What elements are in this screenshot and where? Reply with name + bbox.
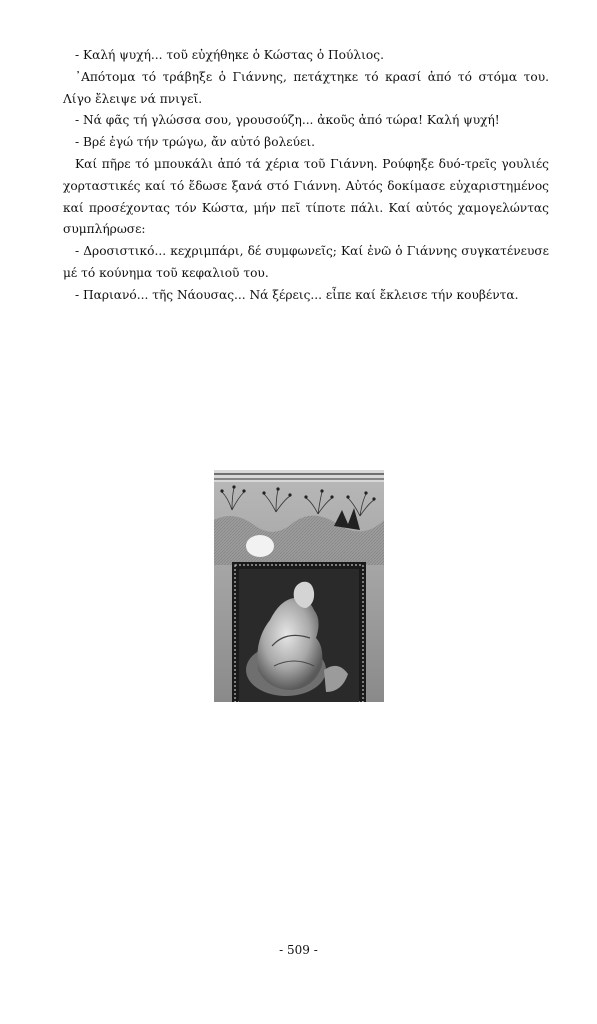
- paragraph: - Νά φᾶς τή γλώσσα σου, γρουσούζη... ἀκοῦς ἀπό τώρα! Καλή ψυχή!: [75, 113, 500, 128]
- paragraph: - Καλή ψυχή... τοῦ εὐχήθηκε ὁ Κώστας ὁ Πούλιος.: [75, 48, 384, 62]
- paragraph: Καί πῆρε τό μπουκάλι ἀπό τά χέρια τοῦ Γιάννη. Ρούφηξε δυό-τρεῖς γουλιές χορταστικές καί τό ἔδωσε ξανά στό Γιάννη. Αὐτός δοκίμασε εὐχαριστημένος καί προσέχοντας τόν Κώστα, μήν πεῖ τίποτε πάλι. Καί αὐτός χαμογελώντας συμπλήρωσε:: [63, 156, 549, 237]
- illustration: [214, 470, 384, 702]
- top-band: [214, 470, 384, 482]
- body-text: [63, 45, 549, 307]
- paragraph: - Βρέ ἐγώ τήν τρώγω, ἄν αὐτό βολεύει.: [75, 135, 315, 150]
- paragraph: ᾿Απότομα τό τράβηξε ὁ Γιάννης, πετάχτηκε τό κρασί ἀπό τό στόμα του. Λίγο ἔλειψε νά πνιγεῖ.: [63, 69, 549, 106]
- page-number: - 509 -: [279, 943, 318, 957]
- moon-shape: [246, 535, 274, 557]
- paragraph: - Παριανό... τῆς Νάουσας... Νά ξέρεις... εἶπε καί ἔκλεισε τήν κουβέντα.: [75, 287, 519, 302]
- paragraph: - Δροσιστικό... κεχριμπάρι, δέ συμφωνεῖς; Καί ἐνῶ ὁ Γιάννης συγκατένευσε μέ τό κούνημα τοῦ κεφαλιοῦ του.: [63, 244, 549, 280]
